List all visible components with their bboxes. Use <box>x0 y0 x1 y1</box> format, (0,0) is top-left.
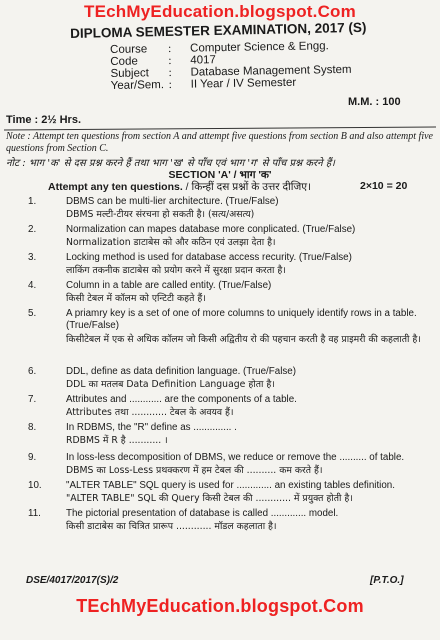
question-item <box>0 308 440 364</box>
header-divider <box>4 126 436 130</box>
meta-colon: : <box>168 78 173 91</box>
question-number: 11. <box>28 508 41 519</box>
question-english: Normalization can mapes database more conplicated. (True/False) <box>66 224 356 235</box>
question-number: 4. <box>28 280 37 291</box>
question-number: 3. <box>28 252 37 263</box>
question-hindi: "ALTER TABLE" SQL की Query किसी टेबल की ............ में प्रयुक्त होती है। <box>66 493 353 504</box>
exam-title: DIPLOMA SEMESTER EXAMINATION, 2017 (S) <box>70 19 367 41</box>
question-number: 9. <box>28 452 37 463</box>
question-number: 1. <box>28 196 37 207</box>
question-item <box>0 480 440 508</box>
meta-value: Database Management System <box>190 63 352 79</box>
note-hindi: नोट : भाग 'क' से दस प्रश्न करने हैं तथा भाग 'ख' से पाँच एवं भाग 'ग' से पाँच प्रश्न करने हैं। <box>6 158 335 169</box>
instruction-hindi: / किन्हीं दस प्रश्नों के उत्तर दीजिए। <box>182 181 312 193</box>
question-hindi: किसी टेबल में कॉलम को एन्टिटी कहते हैं। <box>66 293 206 304</box>
meta-key: Code <box>110 55 138 68</box>
question-english: "ALTER TABLE" SQL query is used for ............. an existing tables definition. <box>66 480 395 491</box>
meta-colon: : <box>168 54 172 67</box>
meta-value: Computer Science & Engg. <box>189 40 329 55</box>
question-number: 10. <box>28 480 42 491</box>
section-instruction <box>48 180 311 194</box>
question-number: 6. <box>28 366 37 377</box>
question-hindi: किसीटेबल में एक से अधिक कॉलम जो किसी अद्वितीय रो की पहचान करती है वह प्राइमरी की कहलाती है। <box>66 334 421 345</box>
question-hindi: लाकिंग तकनीक डाटाबेस को प्रयोग करने में सुरक्षा प्रदान करता है। <box>66 265 286 276</box>
question-item <box>0 252 440 280</box>
question-hindi: DBMS का Loss-Less प्रथक्करण में हम टेबल की .......... कम करते हैं। <box>66 465 323 476</box>
question-item <box>0 508 440 536</box>
question-english: Locking method is used for database access recurity. (True/False) <box>66 252 352 263</box>
exam-meta <box>110 40 352 92</box>
meta-key: Subject <box>110 67 149 80</box>
question-hindi: Normalization डाटाबेस को और कठिन एवं उलझा देता है। <box>66 237 276 248</box>
pto-label: [P.T.O.] <box>370 575 404 586</box>
question-item <box>0 196 440 224</box>
question-english: In RDBMS, the "R" define as .............. . <box>66 422 237 433</box>
question-item <box>0 366 440 394</box>
section-marks: 2×10 = 20 <box>360 180 408 192</box>
question-hindi: किसी डाटाबेस का चित्रित प्रारूप ............ मॉडल कहलाता है। <box>66 521 277 532</box>
question-number: 5. <box>28 308 37 319</box>
question-number: 2. <box>28 224 37 235</box>
question-item <box>0 394 440 422</box>
instruction-english: Attempt any ten questions. <box>48 181 183 193</box>
question-hindi: DDL का मतलब Data Definition Language होता है। <box>66 379 275 390</box>
max-marks: M.M. : 100 <box>348 96 401 108</box>
question-item <box>0 224 440 252</box>
question-item <box>0 280 440 308</box>
question-item <box>0 422 440 450</box>
question-english: Column in a table are called entity. (True/False) <box>66 280 272 291</box>
meta-colon: : <box>167 42 172 55</box>
exam-time: Time : 2½ Hrs. <box>6 114 81 126</box>
question-item <box>0 452 440 480</box>
question-english: DBMS can be multi-lier architecture. (True/False) <box>66 196 279 207</box>
question-english: DDL, define as data definition language. (True/False) <box>66 366 296 377</box>
watermark-top: TEchMyEducation.blogspot.Com <box>84 2 356 21</box>
question-english: The pictorial presentation of database is called ............. model. <box>66 508 339 519</box>
section-title: SECTION 'A' / भाग 'क' <box>168 169 272 181</box>
meta-value: 4017 <box>190 54 216 67</box>
meta-key: Course <box>110 43 148 56</box>
watermark-bottom: TEchMyEducation.blogspot.Com <box>76 596 364 616</box>
question-hindi: RDBMS में R है ........... । <box>66 435 168 446</box>
question-english: A priamry key is a set of one of more columns to uniquely identify rows in a table. (True/False) <box>66 308 417 331</box>
question-english: In loss-less decomposition of DBMS, we reduce or remove the .......... of table. <box>66 452 405 463</box>
paper-code: DSE/4017/2017(S)/2 <box>26 575 119 586</box>
question-hindi: Attributes तथा ............ टेबल के अवयव हैं। <box>66 407 234 418</box>
question-english: Attributes and ............ are the components of a table. <box>66 394 297 405</box>
question-hindi: DBMS मल्टी-टीयर संरचना हो सकती है। (सत्य/असत्य) <box>66 209 255 220</box>
question-number: 8. <box>28 422 37 433</box>
meta-key: Year/Sem. <box>110 79 165 92</box>
question-number: 7. <box>28 394 37 405</box>
note-english: Note : Attempt ten questions from section A and attempt five questions from section B and also attempt five questions from Section C. <box>6 131 433 154</box>
meta-colon: : <box>168 66 172 79</box>
meta-value: II Year / IV Semester <box>190 76 297 91</box>
